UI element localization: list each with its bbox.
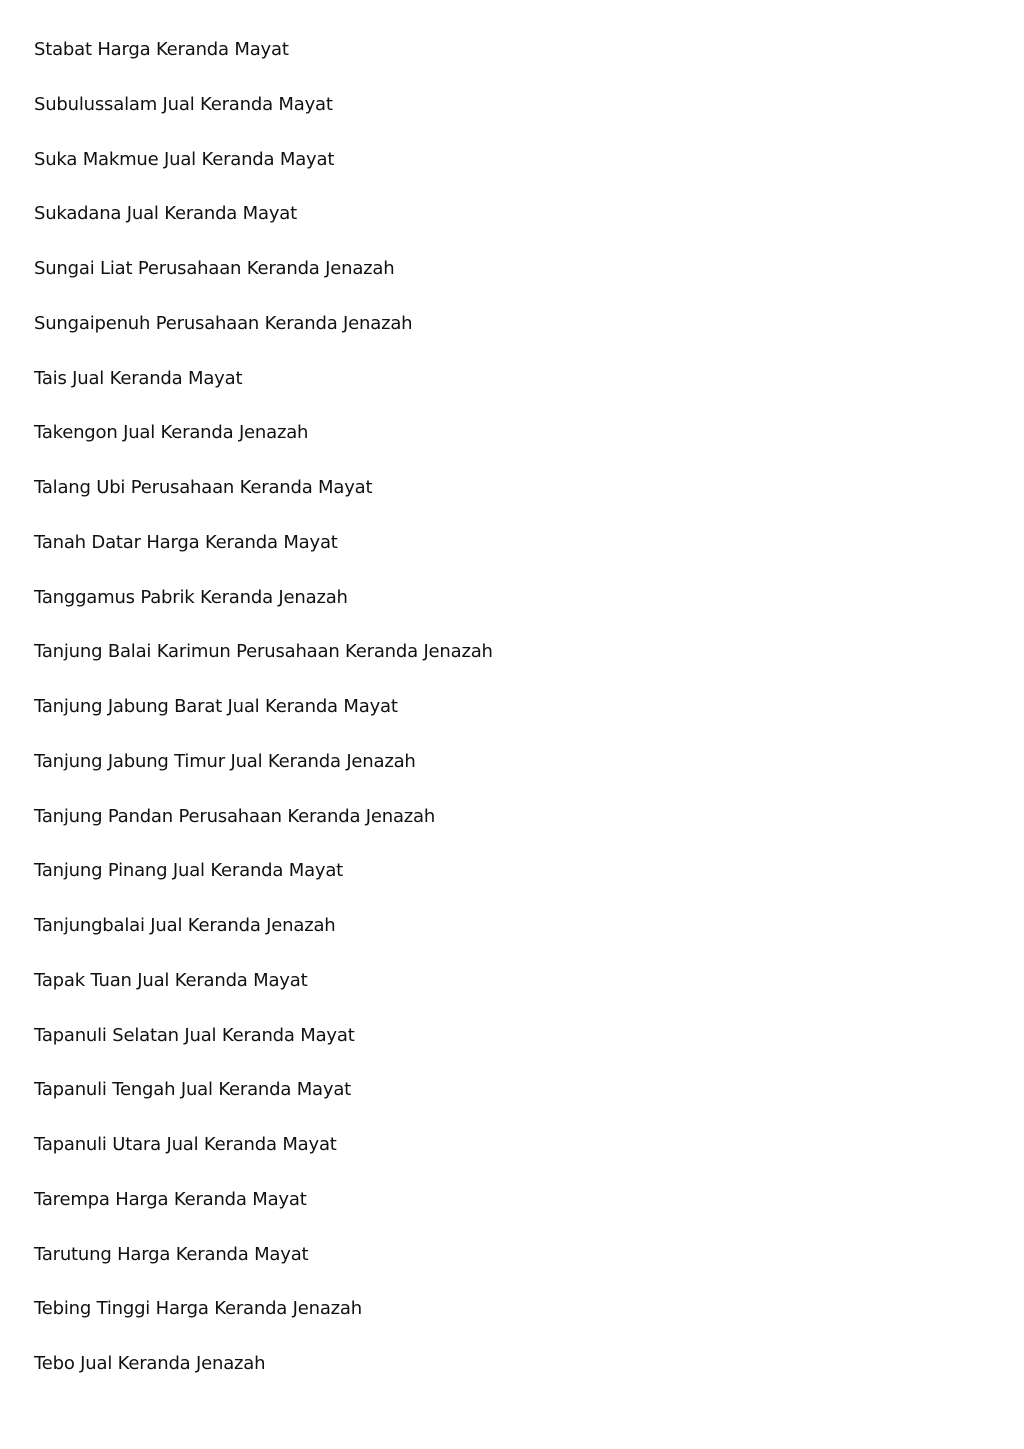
list-item: Tebo Jual Keranda Jenazah	[34, 1353, 266, 1374]
list-item: Tebing Tinggi Harga Keranda Jenazah	[34, 1298, 362, 1320]
list-item: Stabat Harga Keranda Mayat	[34, 39, 289, 60]
list-item: Tarempa Harga Keranda Mayat	[34, 1188, 307, 1210]
list-item: Sungai Liat Perusahaan Keranda Jenazah	[34, 258, 395, 279]
list-item: Tapak Tuan Jual Keranda Mayat	[34, 969, 308, 991]
list-item: Tanjung Pinang Jual Keranda Mayat	[34, 860, 344, 882]
list-item: Tanjung Balai Karimun Perusahaan Keranda Jenazah	[34, 641, 493, 663]
list-item: Takengon Jual Keranda Jenazah	[34, 422, 309, 444]
list-item: Tanjung Pandan Perusahaan Keranda Jenazah	[34, 805, 436, 827]
list-item: Subulussalam Jual Keranda Mayat	[34, 93, 333, 115]
list-item: Tapanuli Utara Jual Keranda Mayat	[34, 1134, 337, 1155]
list-item: Tarutung Harga Keranda Mayat	[34, 1243, 309, 1265]
list-item: Tanjungbalai Jual Keranda Jenazah	[34, 915, 336, 936]
list-item: Tanggamus Pabrik Keranda Jenazah	[34, 586, 348, 608]
list-item: Tapanuli Selatan Jual Keranda Mayat	[34, 1024, 355, 1046]
list-item: Suka Makmue Jual Keranda Mayat	[34, 148, 335, 170]
list-item: Sukadana Jual Keranda Mayat	[34, 203, 297, 225]
keyword-list	[34, 36, 493, 1405]
list-item: Talang Ubi Perusahaan Keranda Mayat	[34, 477, 373, 498]
list-item: Sungaipenuh Perusahaan Keranda Jenazah	[34, 312, 413, 334]
list-item: Tapanuli Tengah Jual Keranda Mayat	[34, 1079, 352, 1101]
list-item: Tanjung Jabung Barat Jual Keranda Mayat	[34, 696, 398, 717]
list-item: Tais Jual Keranda Mayat	[34, 367, 243, 389]
list-item: Tanah Datar Harga Keranda Mayat	[34, 531, 338, 553]
list-item: Tanjung Jabung Timur Jual Keranda Jenazah	[34, 750, 416, 772]
